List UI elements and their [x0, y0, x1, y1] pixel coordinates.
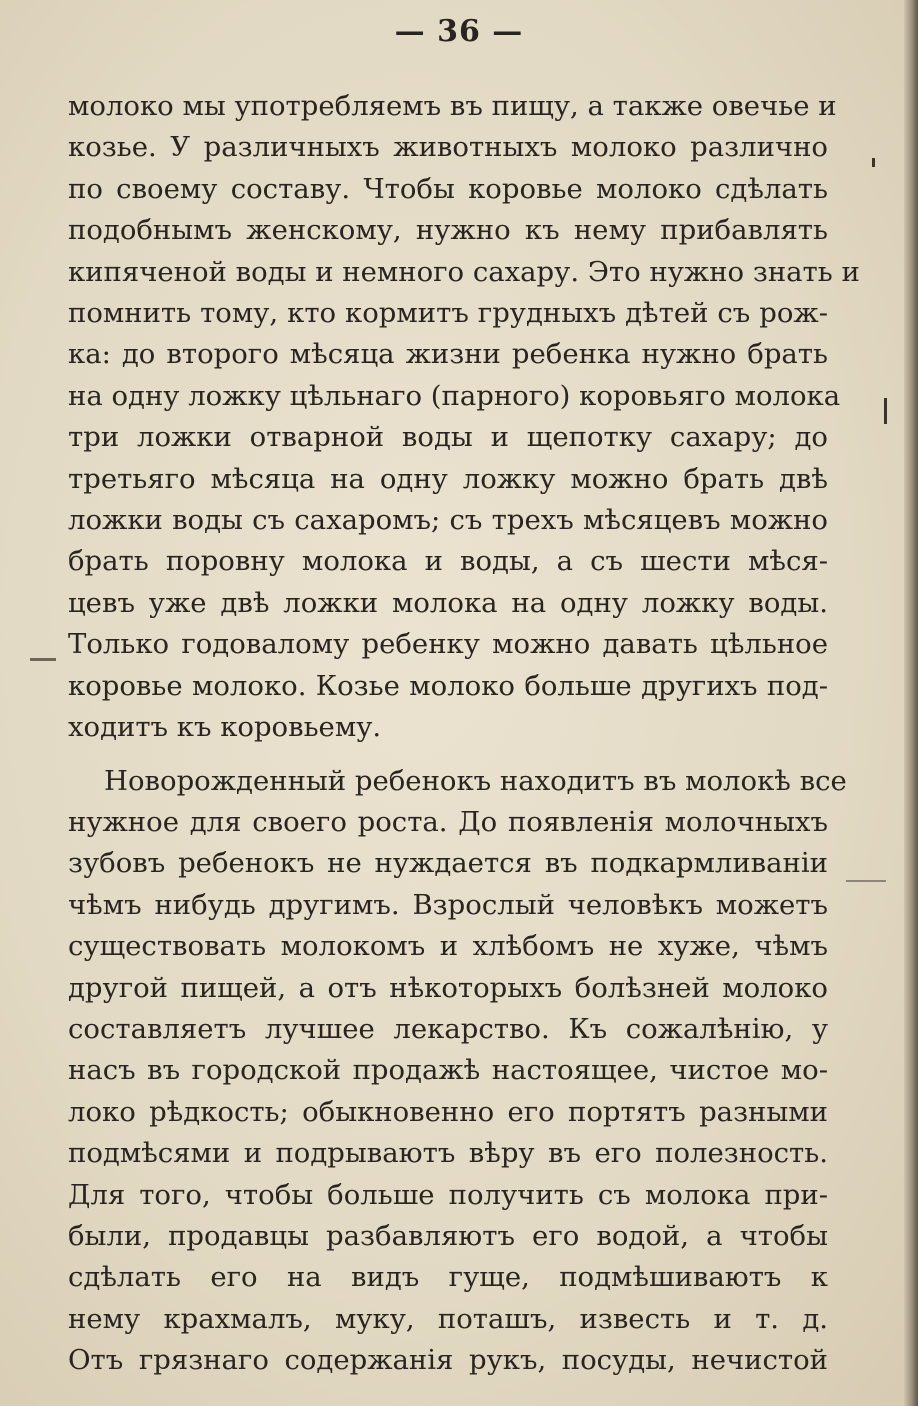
text-line: кипяченой воды и немного сахару. Это нужно знать и: [68, 255, 860, 288]
text-line: чѣмъ нибудь другимъ. Взрослый человѣкъ можетъ: [68, 888, 828, 921]
text-line: нему крахмалъ, муку, поташъ, известь и т. д.: [68, 1302, 828, 1335]
text-line: существовать молокомъ и хлѣбомъ не хуже, чѣмъ: [68, 930, 828, 963]
text-line: подобнымъ женскому, нужно къ нему прибавлять: [68, 214, 828, 247]
text-line: ложки воды съ сахаромъ; съ трехъ мѣсяцевъ можно: [68, 504, 828, 537]
ink-speck: [872, 158, 875, 167]
text-line: брать поровну молока и воды, а съ шести мѣся-: [68, 545, 828, 578]
text-line: цевъ уже двѣ ложки молока на одну ложку воды.: [68, 586, 828, 619]
text-line: зубовъ ребенокъ не нуждается въ подкармливаніи: [68, 847, 828, 880]
text-line: составляетъ лучшее лекарство. Къ сожалѣнію, у: [68, 1012, 828, 1045]
text-line: ходитъ къ коровьему.: [68, 711, 382, 744]
text-line: Новорожденный ребенокъ находитъ въ молокѣ все: [104, 764, 847, 797]
ink-speck: [846, 880, 886, 882]
text-line: Только годовалому ребенку можно давать цѣльное: [68, 628, 828, 661]
paragraph-gap: [68, 749, 828, 761]
text-line: третьяго мѣсяца на одну ложку можно брать двѣ: [68, 462, 828, 495]
text-line: на одну ложку цѣльнаго (парного) коровьяго молока: [68, 379, 841, 412]
text-line: ка: до второго мѣсяца жизни ребенка нужно брать: [68, 338, 828, 371]
ink-speck: [884, 398, 887, 424]
text-line: помнить тому, кто кормитъ грудныхъ дѣтей съ рож-: [68, 297, 828, 330]
text-line: были, продавцы разбавляютъ его водой, а чтобы: [68, 1219, 828, 1252]
text-line: молоко мы употребляемъ въ пищу, а также овечье и: [68, 90, 837, 122]
text-line: коровье молоко. Козье молоко больше другихъ под-: [68, 669, 828, 702]
page-edge-shadow: [904, 0, 918, 1406]
text-line: по своему составу. Чтобы коровье молоко сдѣлать: [68, 172, 828, 205]
text-line: локо рѣдкость; обыкновенно его портятъ разными: [68, 1095, 828, 1128]
text-line: насъ въ городской продажѣ настоящее, чистое мо-: [68, 1054, 828, 1087]
text-line: козье. У различныхъ животныхъ молоко различно: [68, 131, 828, 164]
text-line: Для того, чтобы больше получить съ молока при-: [68, 1178, 828, 1211]
body-text: [68, 86, 860, 1382]
text-line: сдѣлать его на видъ гуще, подмѣшиваютъ к: [68, 1261, 828, 1294]
text-line: Отъ грязнаго содержанія рукъ, посуды, нечистой: [68, 1344, 828, 1377]
text-line: другой пищей, а отъ нѣкоторыхъ болѣзней молоко: [68, 971, 828, 1004]
text-line: три ложки отварной воды и щепотку сахару; до: [68, 421, 828, 454]
text-line: подмѣсями и подрываютъ вѣру въ его полезность.: [68, 1137, 828, 1170]
ink-speck: [30, 658, 56, 661]
page-number: — 36 —: [394, 14, 524, 49]
text-line: нужное для своего роста. До появленія молочныхъ: [68, 805, 828, 838]
